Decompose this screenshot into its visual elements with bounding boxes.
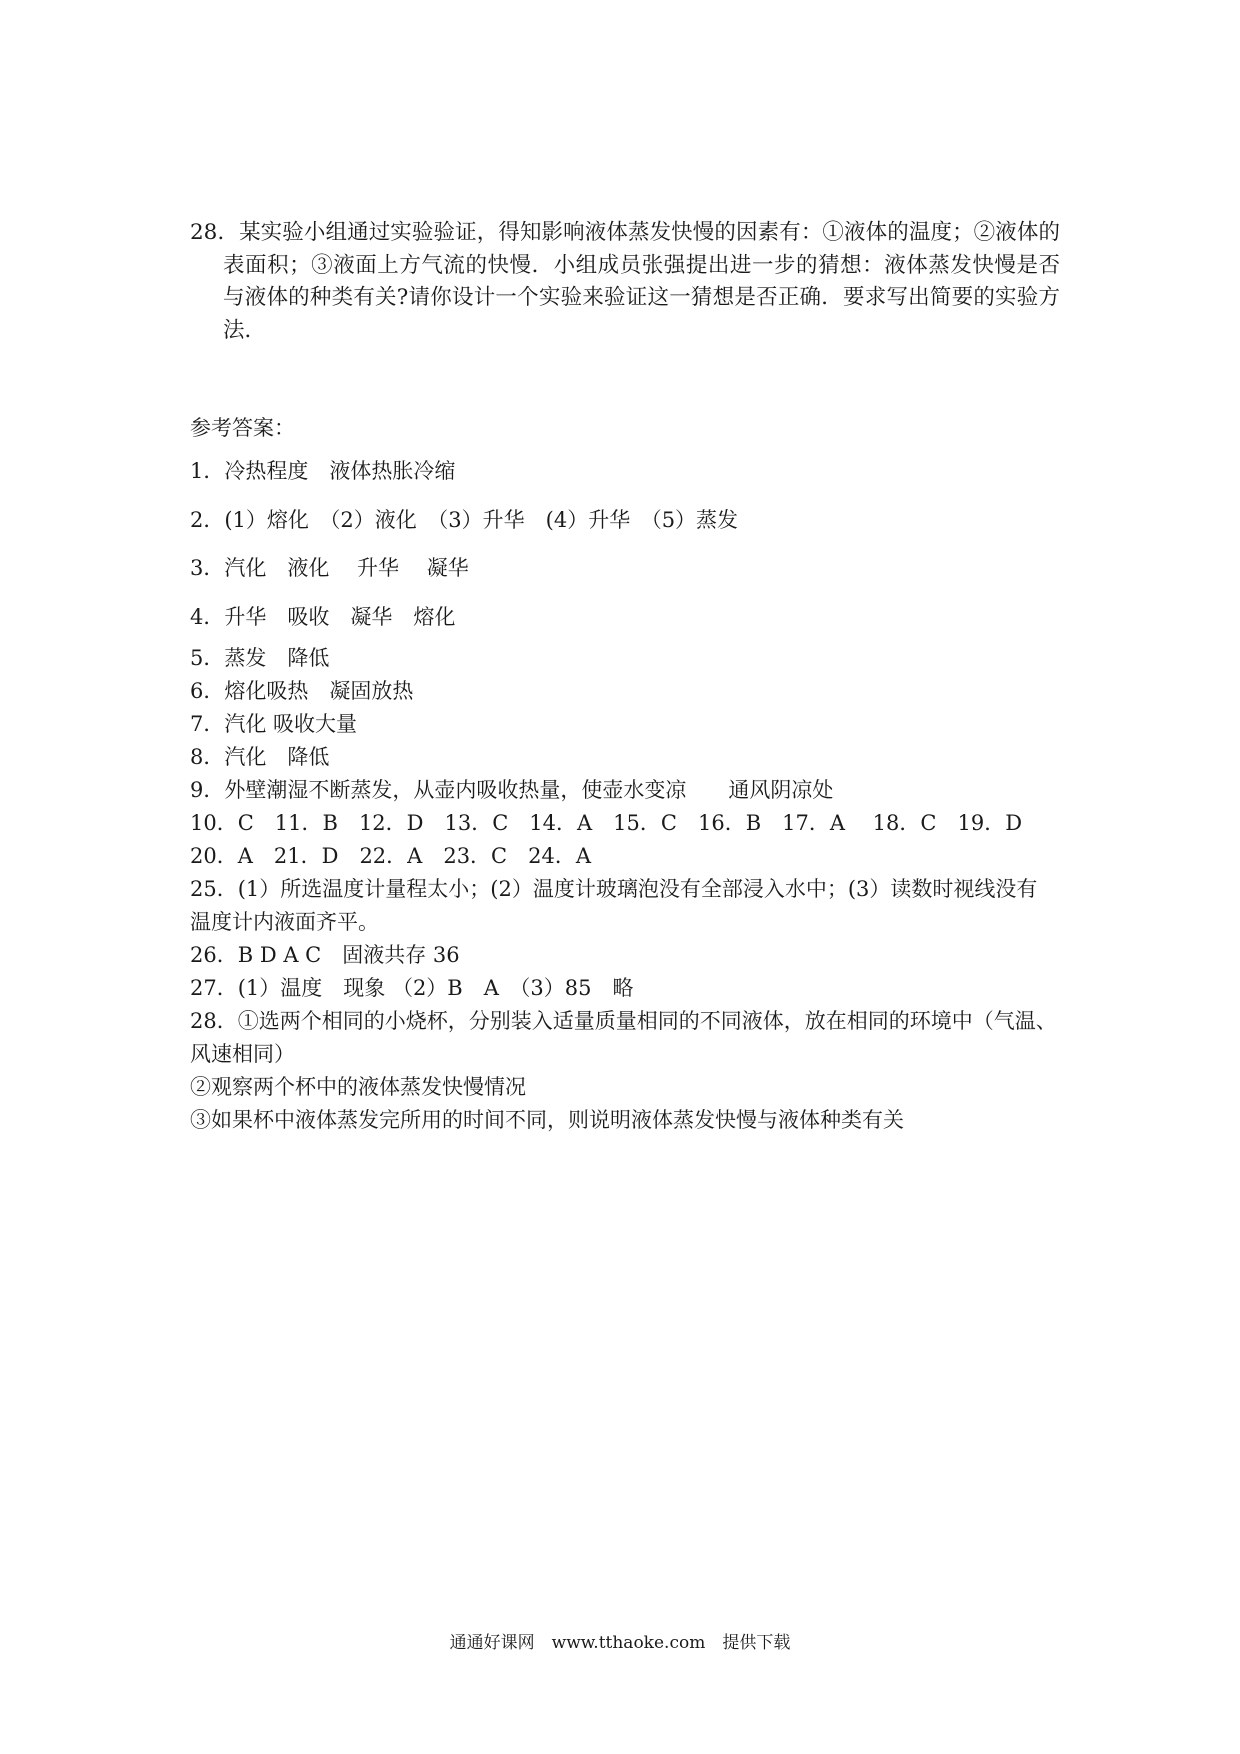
answer-line: 温度计内液面齐平。: [190, 910, 379, 934]
page-footer: 通通好课网 www.tthaoke.com 提供下载: [449, 1633, 791, 1653]
answer-line: 25．(1）所选温度计量程太小；(2）温度计玻璃泡没有全部浸入水中；(3）读数时视线没有: [190, 877, 1038, 901]
answer-line: ③如果杯中液体蒸发完所用的时间不同，则说明液体蒸发快慢与液体种类有关: [190, 1108, 904, 1132]
answer-line: 10．C 11．B 12．D 13．C 14．A 15．C 16．B 17．A 18．C 19．D: [190, 811, 1023, 835]
answer-line: 风速相同）: [190, 1042, 295, 1066]
answer-line: 1．冷热程度 液体热胀冷缩: [190, 459, 456, 483]
answer-line: 4．升华 吸收 凝华 熔化: [190, 605, 456, 629]
answer-line: 9．外壁潮湿不断蒸发，从壶内吸收热量，使壶水变凉 通风阴凉处: [190, 778, 834, 802]
answer-line: 20．A 21．D 22．A 23．C 24．A: [190, 844, 592, 868]
answer-line: 27．(1）温度 现象 （2）B A （3）85 略: [190, 976, 634, 1000]
answer-line: 28．①选两个相同的小烧杯，分别装入适量质量相同的不同液体，放在相同的环境中（气温、: [190, 1009, 1057, 1033]
answer-line: ②观察两个杯中的液体蒸发快慢情况: [190, 1075, 526, 1099]
question-28: 28．某实验小组通过实验验证，得知影响液体蒸发快慢的因素有：①液体的温度；②液体的表面积；③液面上方气流的快慢．小组成员张强提出进一步的猜想：液体蒸发快慢是否与液体的种类有关?请你设计一个实验来验证这一猜想是否正确．要求写出简要的实验方法．: [190, 220, 1060, 343]
answer-line: 2．(1）熔化 （2）液化 （3）升华 (4）升华 （5）蒸发: [190, 508, 739, 532]
answer-line: 26．B D A C 固液共存 36: [190, 943, 460, 967]
answer-line: 7．汽化 吸收大量: [190, 712, 358, 736]
answer-line: 5．蒸发 降低: [190, 646, 330, 670]
answer-line: 8．汽化 降低: [190, 745, 330, 769]
answer-line: 3．汽化 液化 升华 凝华: [190, 556, 469, 580]
answer-line: 6．熔化吸热 凝固放热: [190, 679, 414, 703]
answers-heading: 参考答案：: [190, 416, 295, 440]
